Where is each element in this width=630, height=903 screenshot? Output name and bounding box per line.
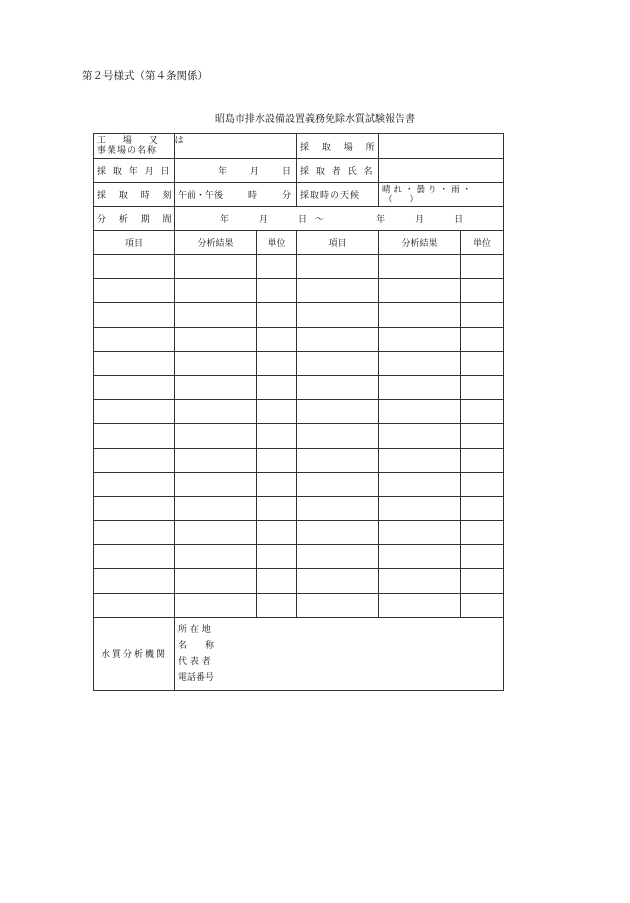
table-row: [94, 255, 504, 279]
document-title: 昭島市排水設備設置義務免除水質試験報告書: [215, 114, 415, 125]
table-row: [94, 424, 504, 448]
item-cell-2[interactable]: [297, 327, 379, 351]
minute-label: 分: [281, 191, 291, 201]
facility-name-label: 工 場 又 は 事業場の名称: [94, 134, 175, 159]
result-cell-2[interactable]: [379, 521, 461, 545]
unit-cell[interactable]: [257, 569, 297, 593]
analysis-period-row: [94, 207, 504, 231]
unit-cell-2[interactable]: [461, 569, 504, 593]
item-cell[interactable]: [94, 545, 175, 569]
form-number: 第２号様式（第４条関係）: [82, 70, 208, 82]
item-cell[interactable]: [94, 327, 175, 351]
item-cell[interactable]: [94, 521, 175, 545]
item-column-header-2: 項目: [297, 231, 379, 255]
unit-cell[interactable]: [257, 279, 297, 303]
period-tilde: ～: [315, 215, 325, 225]
item-cell-2[interactable]: [297, 400, 379, 424]
lab-representative-label: 代 表 者: [178, 656, 211, 667]
period-start-year: 年: [220, 215, 230, 225]
item-cell[interactable]: [94, 255, 175, 279]
result-column-header-2: 分析結果: [379, 231, 461, 255]
item-cell[interactable]: [94, 569, 175, 593]
item-cell[interactable]: [94, 496, 175, 520]
result-cell-2[interactable]: [379, 375, 461, 399]
unit-cell[interactable]: [257, 327, 297, 351]
result-cell-2[interactable]: [379, 569, 461, 593]
analysis-period-field[interactable]: [175, 207, 504, 231]
item-cell[interactable]: [94, 472, 175, 496]
sampling-date-label: 採 取 年 月 日: [94, 159, 175, 183]
unit-cell-2[interactable]: [461, 545, 504, 569]
result-cell[interactable]: [175, 327, 257, 351]
result-cell[interactable]: [175, 303, 257, 327]
result-cell-2[interactable]: [379, 400, 461, 424]
item-cell-2[interactable]: [297, 545, 379, 569]
weather-options: 晴れ・曇り・雨・: [382, 184, 475, 195]
unit-cell-2[interactable]: [461, 375, 504, 399]
analysis-period-label: 分 析 期 間: [94, 207, 175, 231]
result-cell[interactable]: [175, 472, 257, 496]
data-rows: [94, 255, 504, 618]
weather-field[interactable]: [379, 183, 504, 207]
lab-fields[interactable]: [175, 617, 504, 690]
lab-address-label: 所 在 地: [178, 624, 211, 635]
result-cell[interactable]: [175, 569, 257, 593]
unit-cell-2[interactable]: [461, 448, 504, 472]
unit-cell-2[interactable]: [461, 521, 504, 545]
unit-cell[interactable]: [257, 375, 297, 399]
unit-cell[interactable]: [257, 472, 297, 496]
sampler-name-label: 採 取 者 氏 名: [297, 159, 379, 183]
result-cell[interactable]: [175, 279, 257, 303]
unit-cell[interactable]: [257, 351, 297, 375]
item-cell-2[interactable]: [297, 255, 379, 279]
item-cell[interactable]: [94, 303, 175, 327]
unit-column-header-2: 単位: [461, 231, 504, 255]
item-column-header: 項目: [94, 231, 175, 255]
result-cell[interactable]: [175, 424, 257, 448]
unit-cell-2[interactable]: [461, 279, 504, 303]
item-cell[interactable]: [94, 593, 175, 617]
sampling-place-field[interactable]: [379, 134, 504, 159]
table-row: [94, 351, 504, 375]
weather-other: （ ）: [384, 194, 419, 205]
table-row: [94, 327, 504, 351]
item-cell[interactable]: [94, 400, 175, 424]
month-label: 月: [249, 167, 259, 177]
period-start-month: 月: [259, 215, 269, 225]
item-cell-2[interactable]: [297, 472, 379, 496]
table-row: [94, 400, 504, 424]
hour-label: 時: [247, 191, 257, 201]
unit-cell[interactable]: [257, 424, 297, 448]
item-cell-2[interactable]: [297, 351, 379, 375]
table-row: [94, 472, 504, 496]
unit-cell-2[interactable]: [461, 496, 504, 520]
sampling-time-field[interactable]: [175, 183, 297, 207]
facility-name-field[interactable]: [175, 134, 297, 159]
unit-cell-2[interactable]: [461, 327, 504, 351]
unit-cell[interactable]: [257, 400, 297, 424]
result-cell-2[interactable]: [379, 472, 461, 496]
table-row: [94, 303, 504, 327]
item-cell-2[interactable]: [297, 424, 379, 448]
table-row: [94, 448, 504, 472]
result-column-header: 分析結果: [175, 231, 257, 255]
result-cell[interactable]: [175, 521, 257, 545]
result-cell-2[interactable]: [379, 303, 461, 327]
table-row: [94, 496, 504, 520]
report-table: [93, 133, 504, 691]
unit-cell-2[interactable]: [461, 255, 504, 279]
facility-row: [94, 134, 504, 159]
table-row: [94, 593, 504, 617]
item-cell-2[interactable]: [297, 448, 379, 472]
sampler-name-field[interactable]: [379, 159, 504, 183]
result-cell-2[interactable]: [379, 496, 461, 520]
period-end-month: 月: [415, 215, 425, 225]
column-header-row: [94, 231, 504, 255]
unit-cell-2[interactable]: [461, 424, 504, 448]
sampling-date-row: [94, 159, 504, 183]
result-cell[interactable]: [175, 593, 257, 617]
unit-cell-2[interactable]: [461, 472, 504, 496]
item-cell-2[interactable]: [297, 569, 379, 593]
item-cell[interactable]: [94, 448, 175, 472]
unit-cell-2[interactable]: [461, 400, 504, 424]
period-end-year: 年: [376, 215, 386, 225]
item-cell-2[interactable]: [297, 521, 379, 545]
result-cell[interactable]: [175, 351, 257, 375]
lab-row: [94, 617, 504, 690]
result-cell-2[interactable]: [379, 424, 461, 448]
year-label: 年: [218, 167, 228, 177]
unit-cell-2[interactable]: [461, 593, 504, 617]
result-cell-2[interactable]: [379, 545, 461, 569]
sampling-time-row: [94, 183, 504, 207]
result-cell[interactable]: [175, 375, 257, 399]
unit-column-header: 単位: [257, 231, 297, 255]
item-cell-2[interactable]: [297, 303, 379, 327]
period-start-day: 日: [298, 215, 308, 225]
sampling-date-field[interactable]: [175, 159, 297, 183]
item-cell[interactable]: [94, 279, 175, 303]
result-cell-2[interactable]: [379, 255, 461, 279]
weather-label: 採取時の天候: [297, 183, 379, 207]
result-cell[interactable]: [175, 255, 257, 279]
unit-cell[interactable]: [257, 255, 297, 279]
result-cell[interactable]: [175, 400, 257, 424]
sampling-place-label: 採 取 場 所: [297, 134, 379, 159]
table-row: [94, 569, 504, 593]
table-row: [94, 545, 504, 569]
unit-cell[interactable]: [257, 545, 297, 569]
table-row: [94, 521, 504, 545]
result-cell[interactable]: [175, 545, 257, 569]
result-cell-2[interactable]: [379, 448, 461, 472]
result-cell-2[interactable]: [379, 351, 461, 375]
item-cell[interactable]: [94, 424, 175, 448]
period-end-day: 日: [454, 215, 464, 225]
am-pm-label: 午前・午後: [178, 191, 224, 201]
result-cell-2[interactable]: [379, 593, 461, 617]
item-cell[interactable]: [94, 351, 175, 375]
table-row: [94, 279, 504, 303]
result-cell[interactable]: [175, 448, 257, 472]
lab-label: 水質分析機関: [94, 617, 175, 690]
unit-cell[interactable]: [257, 521, 297, 545]
unit-cell-2[interactable]: [461, 303, 504, 327]
table-row: [94, 375, 504, 399]
result-cell-2[interactable]: [379, 327, 461, 351]
lab-name-label: 名 称: [178, 640, 215, 651]
result-cell-2[interactable]: [379, 279, 461, 303]
lab-phone-label: 電話番号: [178, 672, 215, 683]
item-cell[interactable]: [94, 375, 175, 399]
item-cell-2[interactable]: [297, 593, 379, 617]
unit-cell[interactable]: [257, 448, 297, 472]
unit-cell[interactable]: [257, 593, 297, 617]
result-cell[interactable]: [175, 496, 257, 520]
unit-cell[interactable]: [257, 496, 297, 520]
unit-cell-2[interactable]: [461, 351, 504, 375]
item-cell-2[interactable]: [297, 279, 379, 303]
unit-cell[interactable]: [257, 303, 297, 327]
sampling-time-label: 採 取 時 刻: [94, 183, 175, 207]
day-label: 日: [281, 167, 291, 177]
item-cell-2[interactable]: [297, 375, 379, 399]
item-cell-2[interactable]: [297, 496, 379, 520]
